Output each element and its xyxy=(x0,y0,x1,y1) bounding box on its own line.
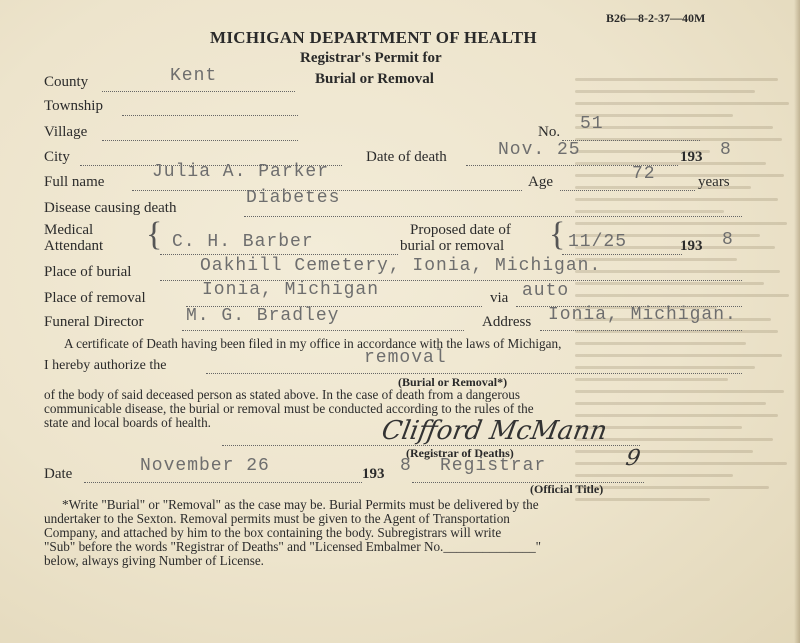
official-title-caption: (Official Title) xyxy=(530,482,604,496)
date-label: Date xyxy=(44,466,73,482)
place-of-removal-label: Place of removal xyxy=(44,290,146,306)
address-label: Address xyxy=(482,314,532,330)
left-brace: { xyxy=(146,216,163,253)
subtitle-burial-or-removal: Burial or Removal xyxy=(315,71,434,87)
address-value: Ionia, Michigan. xyxy=(548,305,737,325)
date-of-death-value: Nov. 25 xyxy=(498,140,581,160)
page-title: MICHIGAN DEPARTMENT OF HEALTH xyxy=(210,28,537,47)
form-code: B26—8-2-37—40M xyxy=(606,11,706,25)
disease-line xyxy=(244,216,742,217)
village-label: Village xyxy=(44,124,88,140)
official-title-value: Registrar xyxy=(440,456,547,476)
place-of-burial-label: Place of burial xyxy=(44,264,132,280)
body-line-2: communicable disease, the burial or removal must be conducted according to the rules of the xyxy=(44,401,534,416)
date-value: November 26 xyxy=(140,456,270,476)
full-name-label: Full name xyxy=(44,174,105,190)
attendant-value: C. H. Barber xyxy=(172,232,314,252)
proposed-date-label-line2: burial or removal xyxy=(400,238,505,254)
body-line-1: of the body of said deceased person as stated above. In the case of death from a dangerous xyxy=(44,387,521,402)
certificate-statement: A certificate of Death having been filed in my office in accordance with the laws of Michigan, xyxy=(64,336,562,351)
attendant-label: Attendant xyxy=(44,238,104,254)
via-label: via xyxy=(490,290,509,306)
body-line-3: state and local boards of health. xyxy=(44,415,211,430)
place-of-removal-value: Ionia, Michigan xyxy=(202,280,380,300)
proposed-year-value: 8 xyxy=(722,230,734,250)
county-line xyxy=(102,91,295,92)
no-line xyxy=(562,140,700,141)
official-title-mark: 9 xyxy=(623,446,643,471)
no-value: 51 xyxy=(580,114,604,134)
age-label: Age xyxy=(528,174,553,190)
village-line xyxy=(102,140,298,141)
date-year-value: 8 xyxy=(400,456,412,476)
footnote-line-5: below, always giving Number of License. xyxy=(44,553,264,568)
footnote-line-3: Company, and attached by him to the box containing the body. Subregistrars will write xyxy=(44,525,502,540)
county-value: Kent xyxy=(170,66,218,86)
years-label: years xyxy=(698,174,730,190)
age-value: 72 xyxy=(632,164,656,184)
no-label: No. xyxy=(538,124,561,140)
medical-label: Medical xyxy=(44,222,94,238)
authorization-value: removal xyxy=(364,348,447,368)
attendant-line xyxy=(160,254,398,255)
funeral-director-value: M. G. Bradley xyxy=(186,306,340,326)
township-line xyxy=(122,115,298,116)
date-of-death-year-value: 8 xyxy=(720,140,732,160)
disease-value: Diabetes xyxy=(246,188,341,208)
proposed-date-line xyxy=(562,254,682,255)
funeral-director-line xyxy=(182,330,464,331)
city-label: City xyxy=(44,149,70,165)
via-value: auto xyxy=(522,281,570,301)
date-year-prefix: 193 xyxy=(362,466,385,482)
authorize-label: I hereby authorize the xyxy=(44,358,167,373)
registrar-signature: Clifford McMann xyxy=(379,416,610,446)
footnote-line-1: *Write "Burial" or "Removal" as the case may be. Burial Permits must be delivered by the xyxy=(62,497,539,512)
official-title-line xyxy=(412,482,644,483)
place-of-burial-value: Oakhill Cemetery, Ionia, Michigan. xyxy=(200,256,602,276)
address-line xyxy=(540,330,742,331)
subtitle-registrars-permit: Registrar's Permit for xyxy=(300,50,442,66)
proposed-date-value: 11/25 xyxy=(568,232,628,252)
date-line xyxy=(84,482,362,483)
date-of-death-year-prefix: 193 xyxy=(680,149,703,165)
footnote-line-2: undertaker to the Sexton. Removal permits must be given to the Agent of Transportation xyxy=(44,511,510,526)
right-brace: { xyxy=(549,216,566,253)
age-line xyxy=(560,190,695,191)
burial-or-removal-caption: (Burial or Removal*) xyxy=(398,375,508,389)
date-of-death-label: Date of death xyxy=(366,149,447,165)
footnote-line-4: "Sub" before the words "Registrar of Deaths" and "Licensed Embalmer No.______________" xyxy=(44,539,542,554)
disease-label: Disease causing death xyxy=(44,200,177,216)
authorize-line xyxy=(206,373,742,374)
registrar-of-deaths-caption: (Registrar of Deaths) xyxy=(406,446,514,460)
paper-edge-shadow xyxy=(794,0,800,643)
county-label: County xyxy=(44,74,89,90)
proposed-year-prefix: 193 xyxy=(680,238,703,254)
full-name-value: Julia A. Parker xyxy=(152,162,330,182)
proposed-date-label-line1: Proposed date of xyxy=(410,222,511,238)
funeral-director-label: Funeral Director xyxy=(44,314,144,330)
township-label: Township xyxy=(44,98,103,114)
